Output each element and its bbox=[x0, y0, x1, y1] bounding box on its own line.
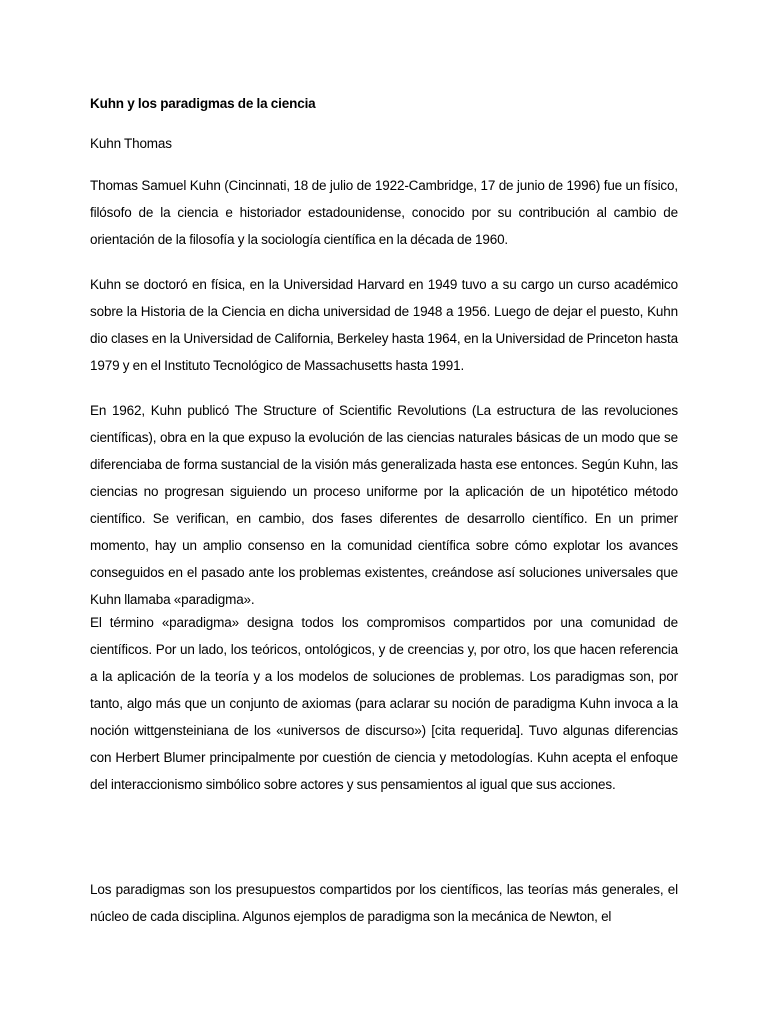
paragraph-4: El término «paradigma» designa todos los compromisos compartidos por una comunidad de científicos. Por un lado, los teóricos, ontológicos, y de creencias y, por otro, los que hacen referencia a la aplicación de la teoría y a los modelos de soluciones de problemas. Los paradigmas son, por tanto, algo más que un conjunto de axiomas (para aclarar su noción de paradigma Kuhn invoca a la noción wittgensteiniana de los «universos de discurso») [cita requerida]. Tuvo algunas diferencias con Herbert Blumer principalmente por cuestión de ciencia y metodologías. Kuhn acepta el enfoque del interaccionismo simbólico sobre actores y sus pensamientos al igual que sus acciones. bbox=[90, 615, 678, 792]
paragraph-5: Los paradigmas son los presupuestos compartidos por los científicos, las teorías más generales, el núcleo de cada disciplina. Algunos ejemplos de paradigma son la mecánica de Newton, el bbox=[90, 882, 678, 924]
document-author: Kuhn Thomas bbox=[90, 136, 172, 151]
paragraph-2: Kuhn se doctoró en física, en la Universidad Harvard en 1949 tuvo a su cargo un curso académico sobre la Historia de la Ciencia en dicha universidad de 1948 a 1956. Luego de dejar el puesto, Kuhn dio clases en la Universidad de California, Berkeley hasta 1964, en la Universidad de Princeton hasta 1979 y en el Instituto Tecnológico de Massachusetts hasta 1991. bbox=[90, 277, 678, 373]
paragraph-3: En 1962, Kuhn publicó The Structure of Scientific Revolutions (La estructura de las revoluciones científicas), obra en la que expuso la evolución de las ciencias naturales básicas de un modo que se diferenciaba de forma sustancial de la visión más generalizada hasta ese entonces. Según Kuhn, las ciencias no progresan siguiendo un proceso uniforme por la aplicación de un hipotético método científico. Se verifican, en cambio, dos fases diferentes de desarrollo científico. En un primer momento, hay un amplio consenso en la comunidad científica sobre cómo explotar los avances conseguidos en el pasado ante los problemas existentes, creándose así soluciones universales que Kuhn llamaba «paradigma». bbox=[90, 403, 678, 607]
paragraph-1: Thomas Samuel Kuhn (Cincinnati, 18 de julio de 1922-Cambridge, 17 de junio de 1996) fue un físico, filósofo de la ciencia e historiador estadounidense, conocido por su contribución al cambio de orientación de la filosofía y la sociología científica en la década de 1960. bbox=[90, 178, 678, 247]
document-title: Kuhn y los paradigmas de la ciencia bbox=[90, 96, 316, 111]
